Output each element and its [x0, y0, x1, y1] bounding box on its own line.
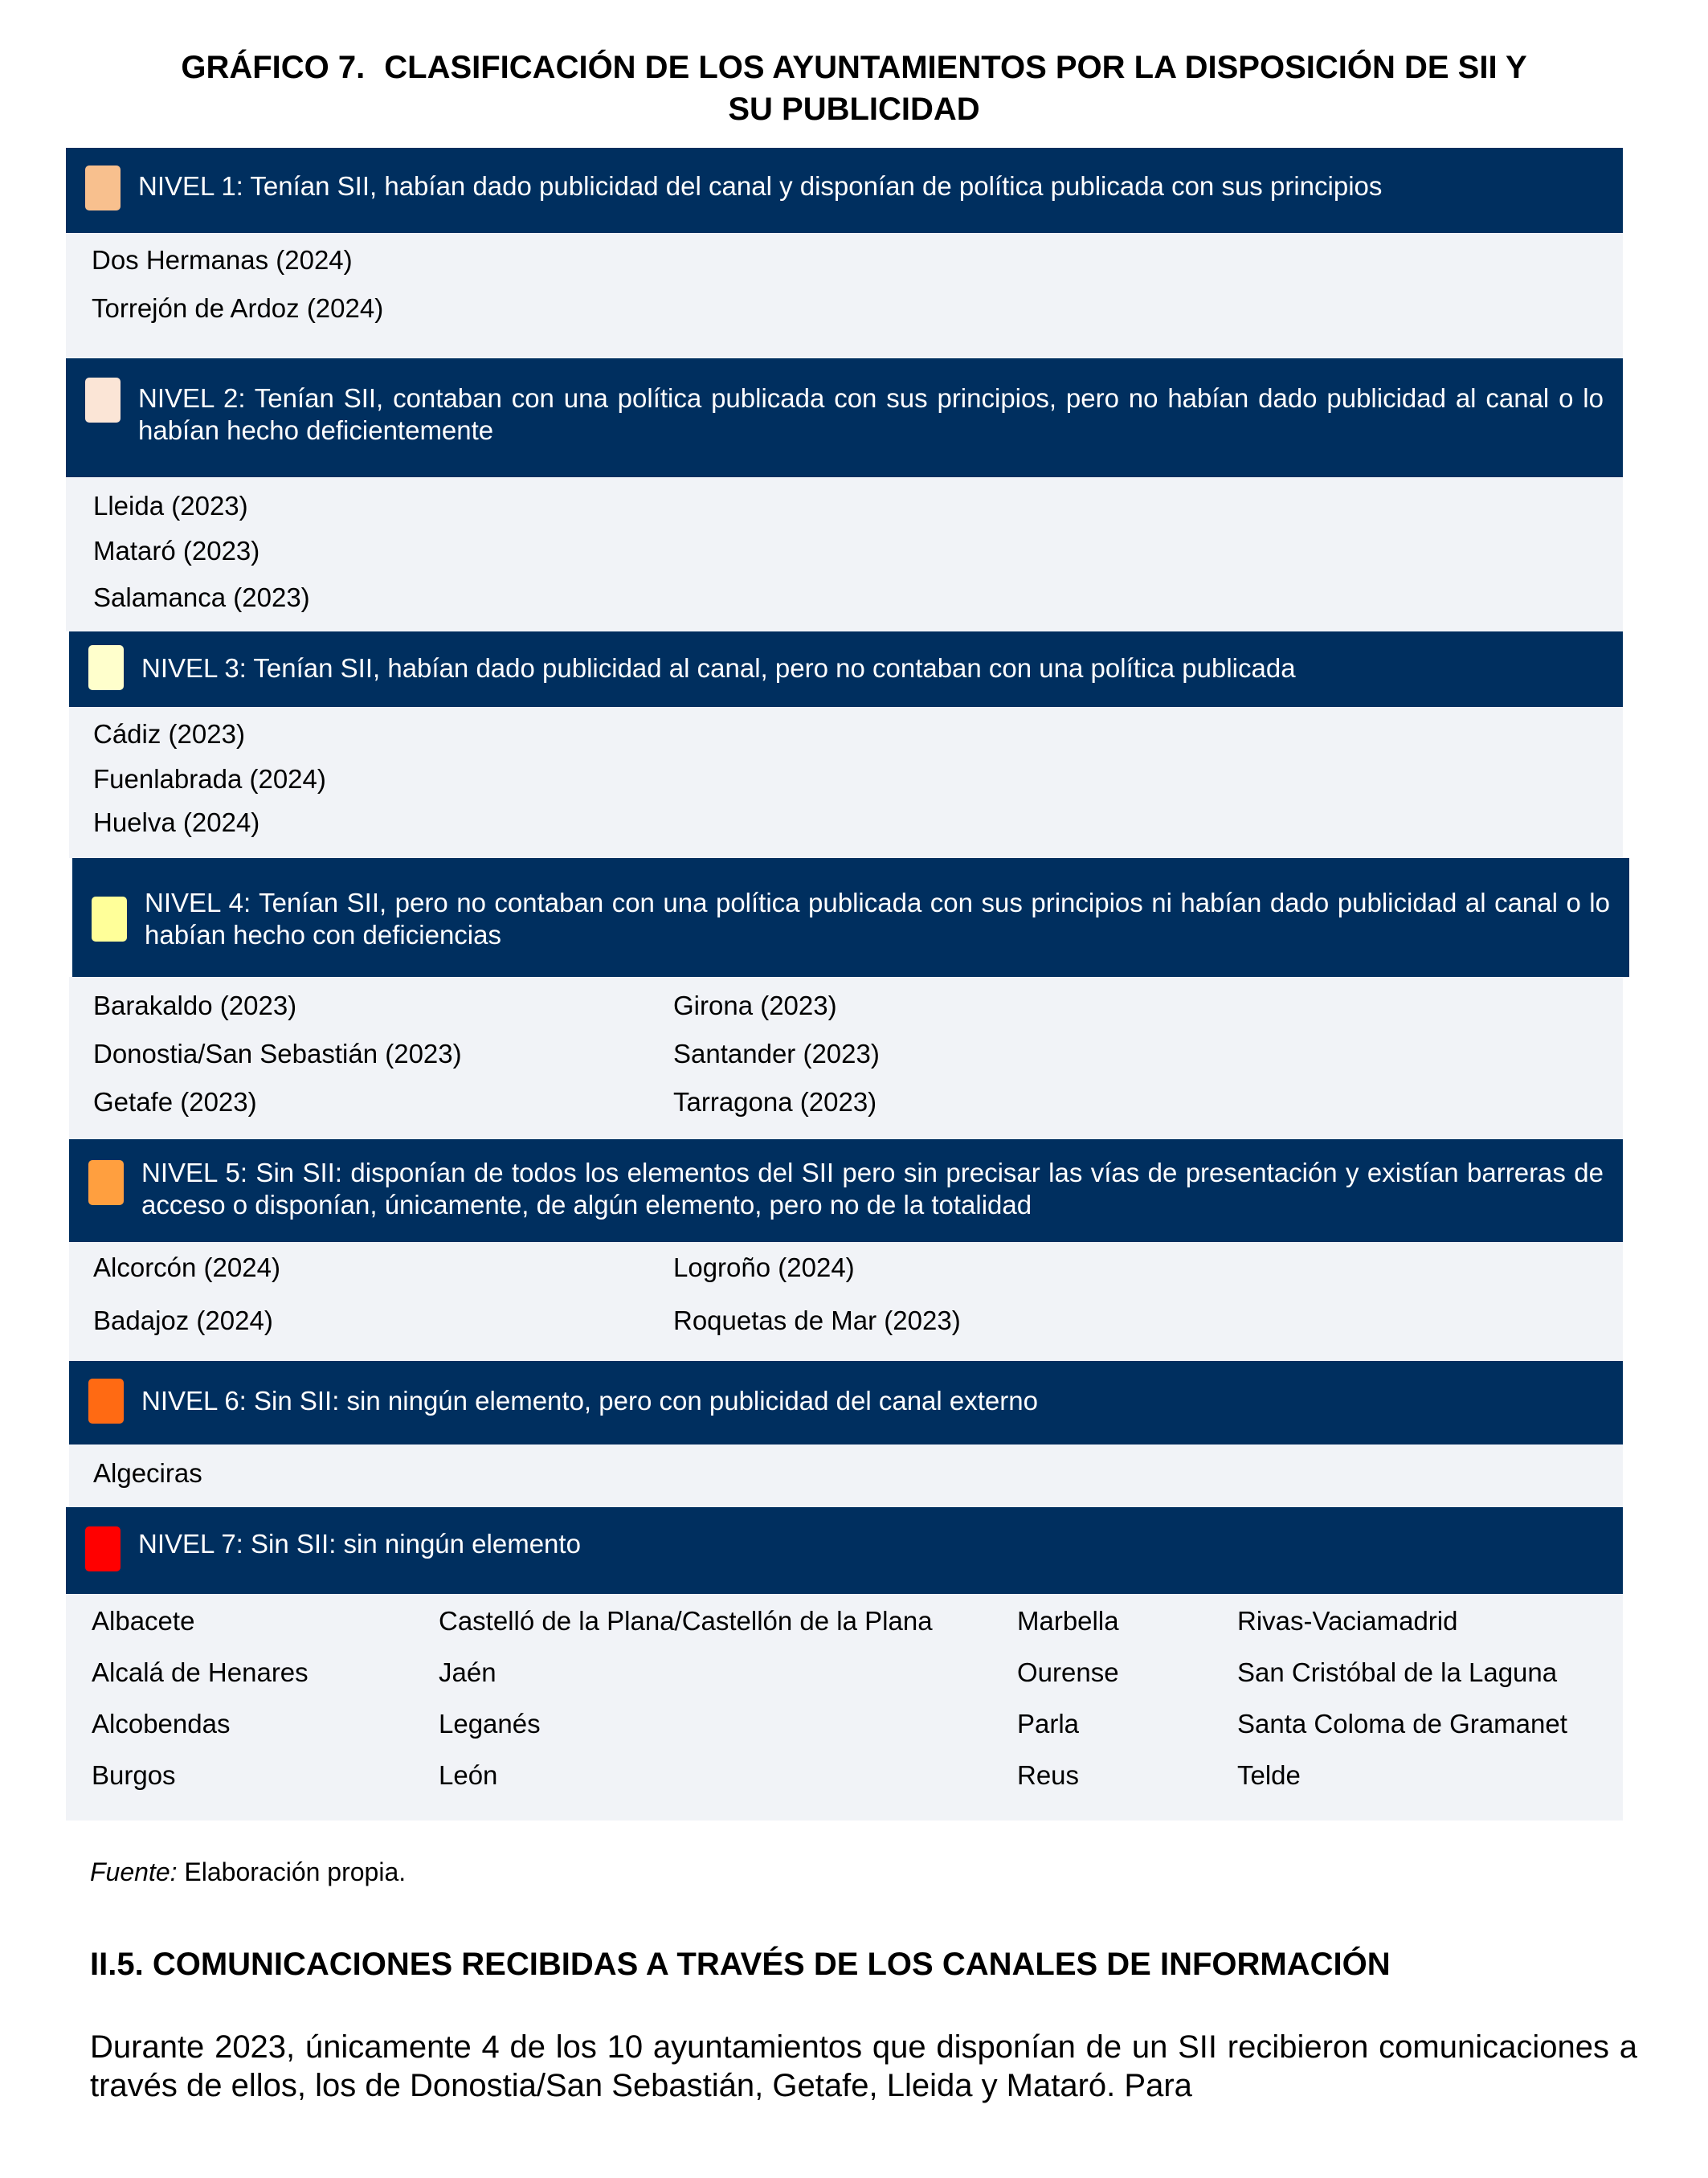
- list-item: Rivas-Vaciamadrid: [1237, 1606, 1458, 1636]
- list-item: Tarragona (2023): [673, 1087, 877, 1117]
- level-3-color-square: [88, 645, 124, 690]
- list-item: Burgos: [92, 1760, 176, 1790]
- list-item: Torrejón de Ardoz (2024): [92, 293, 384, 323]
- list-item: Telde: [1237, 1760, 1301, 1790]
- list-item: Santa Coloma de Gramanet: [1237, 1709, 1567, 1739]
- level-3-title: NIVEL 3: Tenían SII, habían dado publicidad al canal, pero no contaban con una política publicada: [141, 653, 1296, 683]
- chart-title: [66, 47, 1642, 130]
- list-item: Ourense: [1017, 1657, 1119, 1687]
- level-3-body: [69, 707, 1623, 858]
- list-item: Albacete: [92, 1606, 195, 1636]
- list-item: Alcorcón (2024): [93, 1252, 280, 1282]
- source-text: Elaboración propia.: [184, 1857, 407, 1886]
- list-item: Dos Hermanas (2024): [92, 245, 353, 275]
- list-item: Marbella: [1017, 1606, 1119, 1636]
- list-item: Reus: [1017, 1760, 1080, 1790]
- body-paragraph: Durante 2023, únicamente 4 de los 10 ayuntamientos que disponían de un SII recibieron comunicaciones a través de ellos, los de Donostia/San Sebastián, Getafe, Lleida y Mataró. Para: [90, 2029, 1637, 2103]
- list-item: Parla: [1017, 1709, 1080, 1739]
- level-7-body: [66, 1594, 1623, 1820]
- list-item: Alcobendas: [92, 1709, 231, 1739]
- level-5-title: NIVEL 5: Sin SII: disponían de todos los elementos del SII pero sin precisar las vías de presentación y existían barreras de acceso o disponían, únicamente, de algún elemento, pero no de la totalidad: [141, 1158, 1604, 1220]
- level-4-body: [69, 977, 1623, 1139]
- source-note: [90, 1856, 406, 1888]
- list-item: Alcalá de Henares: [92, 1657, 309, 1687]
- level-7-header: [66, 1507, 1623, 1594]
- list-item: Jaén: [439, 1657, 496, 1687]
- level-6-title: NIVEL 6: Sin SII: sin ningún elemento, pero con publicidad del canal externo: [141, 1386, 1038, 1416]
- list-item: Logroño (2024): [673, 1252, 855, 1282]
- list-item: Huelva (2024): [93, 807, 260, 837]
- list-item: Cádiz (2023): [93, 719, 245, 749]
- list-item: Donostia/San Sebastián (2023): [93, 1039, 462, 1069]
- level-7-title: NIVEL 7: Sin SII: sin ningún elemento: [138, 1529, 581, 1559]
- list-item: San Cristóbal de la Laguna: [1237, 1657, 1558, 1687]
- list-item: Algeciras: [93, 1458, 202, 1488]
- level-4-color-square: [92, 897, 127, 942]
- level-4-header: [72, 858, 1629, 977]
- level-6-color-square: [88, 1379, 124, 1424]
- level-6-body: [69, 1445, 1623, 1507]
- chart-title-line2: SU PUBLICIDAD: [728, 92, 980, 127]
- level-1-body: [66, 233, 1623, 358]
- level-1-title: NIVEL 1: Tenían SII, habían dado publicidad del canal y disponían de política publicada con sus principios: [138, 171, 1383, 201]
- list-item: Leganés: [439, 1709, 541, 1739]
- list-item: León: [439, 1760, 498, 1790]
- level-2-color-square: [85, 378, 121, 423]
- level-5-body: [69, 1242, 1623, 1361]
- list-item: Badajoz (2024): [93, 1306, 273, 1335]
- level-1-color-square: [85, 165, 121, 210]
- level-4-title: NIVEL 4: Tenían SII, pero no contaban con una política publicada con sus principios ni habían dado publicidad al canal o lo habían hecho con deficiencias: [145, 888, 1610, 950]
- level-6-header: [69, 1361, 1623, 1445]
- list-item: Fuenlabrada (2024): [93, 764, 326, 794]
- level-5-color-square: [88, 1160, 124, 1205]
- list-item: Girona (2023): [673, 991, 837, 1020]
- chart-label: GRÁFICO 7.: [181, 50, 366, 85]
- list-item: Mataró (2023): [93, 536, 260, 566]
- level-5-header: [69, 1139, 1623, 1242]
- list-item: Castelló de la Plana/Castellón de la Plana: [439, 1606, 933, 1636]
- level-2-body: [66, 477, 1623, 631]
- section-heading: II.5. COMUNICACIONES RECIBIDAS A TRAVÉS DE LOS CANALES DE INFORMACIÓN: [90, 1947, 1391, 1982]
- level-3-header: [69, 631, 1623, 707]
- level-7-color-square: [85, 1526, 121, 1571]
- source-label: Fuente:: [90, 1857, 178, 1886]
- chart-title-line1: CLASIFICACIÓN DE LOS AYUNTAMIENTOS POR LA DISPOSICIÓN DE SII Y: [384, 50, 1527, 85]
- list-item: Santander (2023): [673, 1039, 880, 1069]
- level-2-header: [66, 358, 1623, 477]
- level-1-header: [66, 148, 1623, 233]
- list-item: Salamanca (2023): [93, 582, 310, 612]
- list-item: Roquetas de Mar (2023): [673, 1306, 961, 1335]
- level-2-title: NIVEL 2: Tenían SII, contaban con una política publicada con sus principios, pero no habían dado publicidad al canal o lo habían hecho deficientemente: [138, 383, 1604, 445]
- list-item: Getafe (2023): [93, 1087, 257, 1117]
- list-item: Barakaldo (2023): [93, 991, 297, 1020]
- list-item: Lleida (2023): [93, 491, 248, 521]
